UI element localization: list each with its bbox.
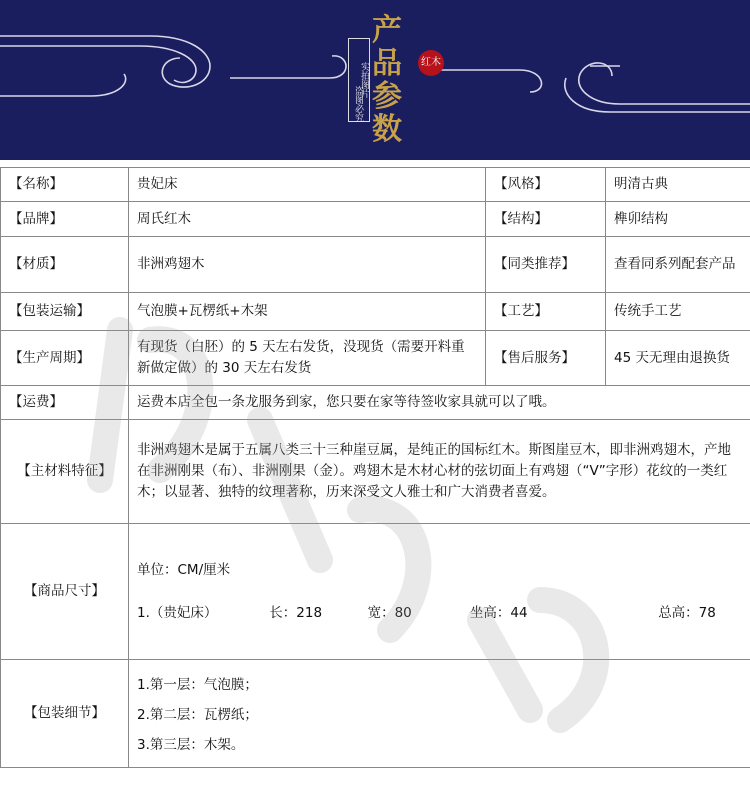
value-shipping: 气泡膜+瓦楞纸+木架 [129, 293, 486, 331]
value-brand: 周氏红木 [129, 202, 486, 237]
table-row [1, 524, 750, 660]
label-feature: 【主材料特征】 [1, 420, 129, 524]
label-name: 【名称】 [1, 168, 129, 202]
table-row [1, 331, 750, 386]
size-length: 长：218 [269, 604, 323, 621]
label-size: 【商品尺寸】 [1, 524, 129, 660]
value-structure: 榫卯结构 [606, 202, 750, 237]
size-line [137, 603, 742, 624]
size-unit: 单位：CM/厘米 [137, 561, 231, 578]
size-width: 宽：80 [367, 604, 412, 621]
size-item: 1.（贵妃床） [137, 604, 218, 621]
value-feature: 非洲鸡翅木是属于五属八类三十三种崖豆属，是纯正的国标红木。斯图崖豆木，即非洲鸡翅木，产地在非洲刚果（布）、非洲刚果（金）。鸡翅木是木材心材的弦切面上有鸡翅（“V”字形）花纹的一类红木；以显著、独特的纹理著称，历来深受文人雅士和广大消费者喜爱。 [129, 420, 750, 524]
label-structure: 【结构】 [486, 202, 606, 237]
table-row [1, 237, 750, 293]
label-after-sales: 【售后服务】 [486, 331, 606, 386]
table-row [1, 202, 750, 237]
product-params-table [0, 167, 750, 768]
table-row [1, 168, 750, 202]
packing-item: 2.第二层：瓦楞纸； [137, 706, 258, 723]
packing-item: 1.第一层：气泡膜； [137, 676, 258, 693]
value-after-sales: 45 天无理由退换货 [606, 331, 750, 386]
table-row [1, 420, 750, 524]
header-banner [0, 0, 750, 160]
value-related-link[interactable]: 查看同系列配套产品 [606, 237, 750, 293]
value-material: 非洲鸡翅木 [129, 237, 486, 293]
label-craft: 【工艺】 [486, 293, 606, 331]
label-brand: 【品牌】 [1, 202, 129, 237]
label-related: 【同类推荐】 [486, 237, 606, 293]
value-freight: 运费本店全包一条龙服务到家，您只要在家等待签收家具就可以了哦。 [129, 386, 750, 420]
value-packing [129, 660, 750, 768]
side-label-box: 实拍图片 [348, 38, 370, 122]
table-row [1, 386, 750, 420]
side-label-2: 盗图必究 [353, 86, 363, 122]
value-style: 明清古典 [606, 168, 750, 202]
page-title: 产 品 参 数 [372, 13, 402, 147]
table-row [1, 293, 750, 331]
value-name: 贵妃床 [129, 168, 486, 202]
red-seal-stamp: 红木 [418, 50, 444, 76]
table-row [1, 660, 750, 768]
label-style: 【风格】 [486, 168, 606, 202]
label-cycle: 【生产周期】 [1, 331, 129, 386]
packing-item: 3.第三层：木架。 [137, 736, 245, 753]
size-seat-height: 坐高：44 [469, 604, 528, 621]
label-freight: 【运费】 [1, 386, 129, 420]
size-total-height: 总高：78 [658, 604, 716, 621]
label-packing: 【包装细节】 [1, 660, 129, 768]
value-craft: 传统手工艺 [606, 293, 750, 331]
label-shipping: 【包装运输】 [1, 293, 129, 331]
value-size [129, 524, 750, 660]
label-material: 【材质】 [1, 237, 129, 293]
value-cycle: 有现货（白胚）的 5 天左右发货，没现货（需要开料重新做定做）的 30 天左右发货 [129, 331, 486, 386]
